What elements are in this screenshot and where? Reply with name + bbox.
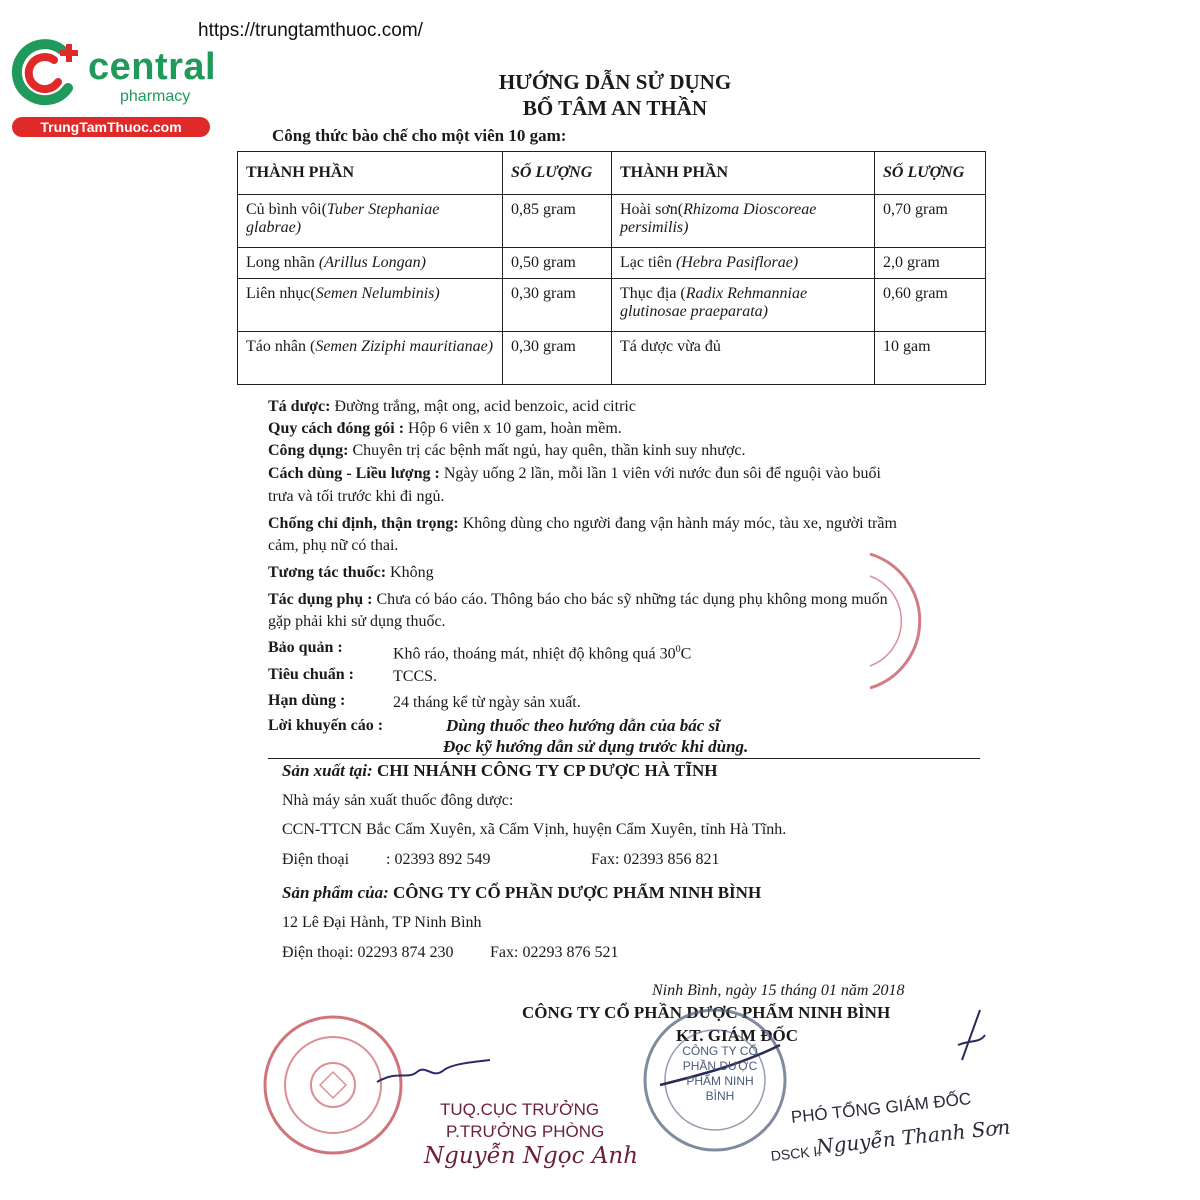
quantity-cell: 10 gam [875, 332, 986, 385]
side-effects-line-2: gặp phải khi sử dụng thuốc. [268, 613, 446, 630]
logo-name: central [88, 46, 217, 88]
left-title-1: TUQ.CỤC TRƯỞNG [440, 1100, 600, 1119]
storage-label: Bảo quản : [268, 639, 343, 656]
producer-factory: Nhà máy sản xuất thuốc đông dược: [282, 792, 514, 809]
advice-label: Lời khuyến cáo : [268, 717, 384, 734]
logo-site-badge: TrungTamThuoc.com [12, 117, 210, 137]
header-ingredient-1: THÀNH PHẦN [238, 152, 503, 195]
quantity-cell: 0,85 gram [503, 195, 612, 248]
quantity-cell: 0,50 gram [503, 248, 612, 279]
side-effects-line: Tác dụng phụ : Chưa có báo cáo. Thông báo cho bác sỹ những tác dụng phụ không mong muốn [268, 591, 888, 608]
ingredient-cell: Tá dược vừa đủ [612, 332, 875, 385]
right-signer-prefix: DSCK I. [770, 1142, 822, 1164]
product-title: BỔ TÂM AN THẦN [522, 96, 708, 120]
company-stamp-text: CÔNG TY CỔ PHẦN DƯỢC PHẨM NINH BÌNH [682, 1044, 758, 1103]
ingredient-cell: Thục địa (Radix Rehmanniae glutinosae praeparata) [612, 279, 875, 332]
table-row [238, 248, 986, 279]
ingredient-cell: Hoài sơn(Rhizoma Dioscoreae persimilis) [612, 195, 875, 248]
signoff-company: CÔNG TY CỔ PHẦN DƯỢC PHẨM NINH BÌNH [522, 1003, 891, 1022]
header-quantity-2: SỐ LƯỢNG [875, 152, 986, 195]
source-url[interactable]: https://trungtamthuoc.com/ [198, 20, 423, 41]
ingredient-cell: Táo nhân (Semen Ziziphi mauritianae) [238, 332, 503, 385]
producer-fax: Fax: 02393 856 821 [591, 851, 720, 868]
shelf-life-value: 24 tháng kể từ ngày sản xuất. [393, 694, 581, 711]
right-title: PHÓ TỔNG GIÁM ĐỐC [790, 1089, 973, 1127]
dosage-line: Cách dùng - Liều lượng : Ngày uống 2 lần, mỗi lần 1 viên với nước đun sôi để nguội vào buổi [268, 465, 881, 482]
dosage-line-2: trưa và tối trước khi đi ngủ. [268, 488, 445, 505]
owner-address: 12 Lê Đại Hành, TP Ninh Bình [282, 914, 482, 931]
header-quantity-1: SỐ LƯỢNG [503, 152, 612, 195]
logo-subtitle: pharmacy [120, 88, 191, 105]
storage-value: Khô ráo, thoáng mát, nhiệt độ không quá $30^0C$ [393, 644, 692, 663]
table-row [238, 195, 986, 248]
partial-stamp-icon [860, 546, 950, 696]
owner-heading: Sản phẩm của: CÔNG TY CỔ PHẦN DƯỢC PHẨM NINH BÌNH [282, 883, 762, 902]
right-signer-name: Nguyễn Thanh Sơn [815, 1114, 1012, 1159]
left-signer-name: Nguyễn Ngọc Anh [424, 1143, 639, 1169]
standard-value: TCCS. [393, 668, 438, 685]
formula-heading: Công thức bào chế cho một viên 10 gam: [272, 126, 567, 145]
producer-phone-label: Điện thoại [282, 851, 350, 868]
producer-heading: Sản xuất tại: CHI NHÁNH CÔNG TY CP DƯỢC HÀ TĨNH [282, 761, 718, 780]
contraindications-line-2: cảm, phụ nữ có thai. [268, 537, 399, 554]
table-header-row [238, 152, 986, 195]
document-title: HƯỚNG DẪN SỬ DỤNG [498, 70, 732, 94]
producer-address: CCN-TTCN Bắc Cẩm Xuyên, xã Cẩm Vịnh, huyện Cẩm Xuyên, tỉnh Hà Tĩnh. [282, 821, 787, 838]
ingredient-cell: Liên nhục(Semen Nelumbinis) [238, 279, 503, 332]
quantity-cell: 2,0 gram [875, 248, 986, 279]
advice-line-2: Đọc kỹ hướng dẫn sử dụng trước khi dùng. [443, 737, 749, 756]
shelf-life-label: Hạn dùng : [268, 692, 346, 709]
quantity-cell: 0,30 gram [503, 279, 612, 332]
quantity-cell: 0,60 gram [875, 279, 986, 332]
excipients-line: Tá dược: Đường trắng, mật ong, acid benzoic, acid citric [268, 398, 636, 415]
left-signature-icon [372, 1050, 492, 1090]
standard-label: Tiêu chuẩn : [268, 666, 354, 683]
signoff-kt: KT. GIÁM ĐỐC [676, 1026, 798, 1045]
contraindications-line: Chống chỉ định, thận trọng: Không dùng cho người đang vận hành máy móc, tàu xe, người trầm [268, 515, 897, 532]
quantity-cell: 0,30 gram [503, 332, 612, 385]
advice-line-1: Dùng thuốc theo hướng dẫn của bác sĩ [446, 716, 720, 735]
signoff-date: Ninh Bình, ngày 15 tháng 01 năm 2018 [652, 982, 905, 999]
interactions-line: Tương tác thuốc: Không [268, 564, 434, 581]
section-divider [268, 758, 980, 759]
table-row [238, 332, 986, 385]
quantity-cell: 0,70 gram [875, 195, 986, 248]
table-row [238, 279, 986, 332]
owner-fax: Fax: 02293 876 521 [490, 944, 619, 961]
ingredient-cell: Lạc tiên (Hebra Pasiflorae) [612, 248, 875, 279]
owner-phone: Điện thoại: 02293 874 230 [282, 944, 454, 961]
header-ingredient-2: THÀNH PHẦN [612, 152, 875, 195]
producer-phone: : 02393 892 549 [386, 851, 491, 868]
right-signature-icon [950, 1005, 990, 1065]
ingredient-cell: Củ bình vôi(Tuber Stephaniae glabrae) [238, 195, 503, 248]
ingredient-cell: Long nhãn (Arillus Longan) [238, 248, 503, 279]
indications-line: Công dụng: Chuyên trị các bệnh mất ngủ, hay quên, thần kinh suy nhược. [268, 442, 746, 459]
left-title-2: P.TRƯỞNG PHÒNG [446, 1122, 605, 1141]
ingredients-table [237, 151, 986, 385]
packaging-line: Quy cách đóng gói : Hộp 6 viên x 10 gam, hoàn mềm. [268, 420, 622, 437]
